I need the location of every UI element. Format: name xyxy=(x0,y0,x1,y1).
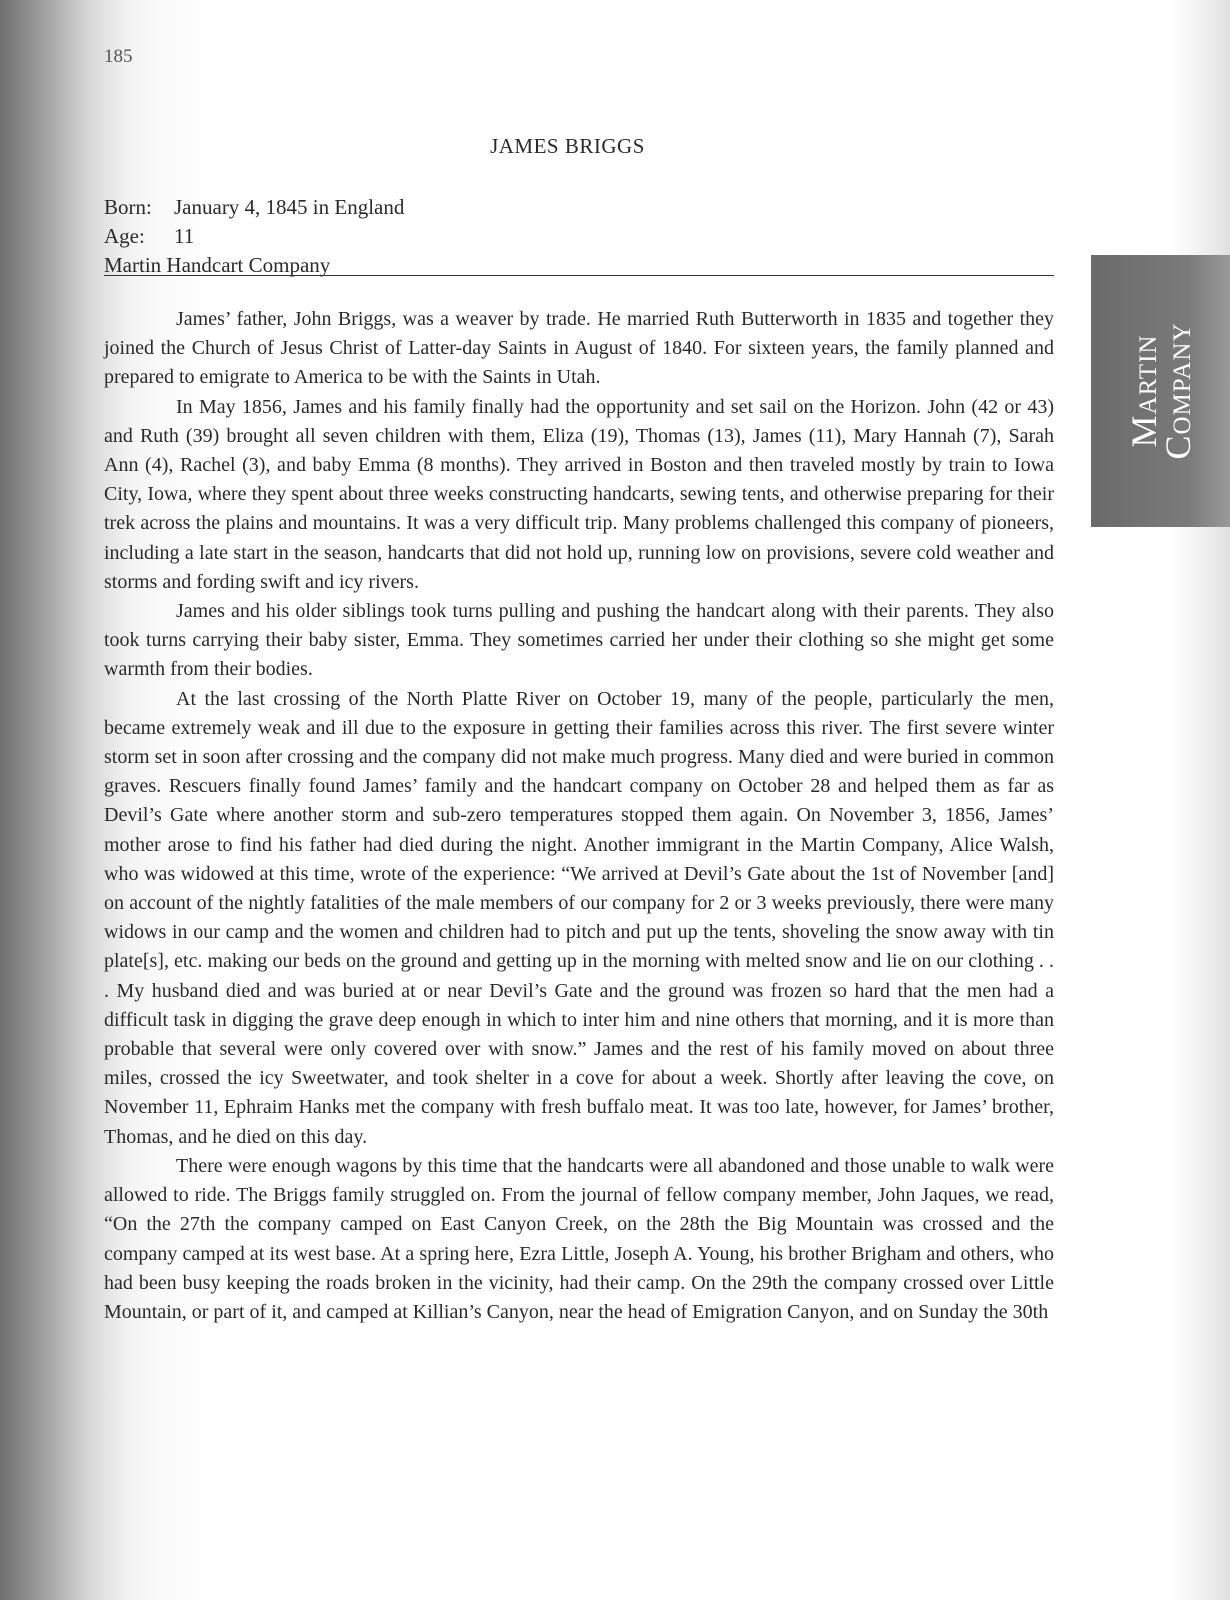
born-value: January 4, 1845 in England xyxy=(174,195,405,219)
paragraph: There were enough wagons by this time that the handcarts were all abandoned and those unable to walk were allowed to ride. The Briggs family struggled on. From the journal of fellow company member, John Jaques, we read, “On the 27th the company camped on East Canyon Creek, on the 28th the Big Mountain was crossed and the company camped at its west base. At a spring here, Ezra Little, Joseph A. Young, his brother Brigham and others, who had been busy keeping the roads broken in the vicinity, had their camp. On the 29th the company crossed over Little Mountain, or part of it, and camped at Killian’s Canyon, near the head of Emigration Canyon, and on Sunday the 30th xyxy=(104,1154,1054,1323)
biographical-info xyxy=(104,193,1054,280)
header-divider xyxy=(104,275,1054,276)
paragraph: James and his older siblings took turns pulling and pushing the handcart along with their parents. They also took turns carrying their baby sister, Emma. They sometimes carried her under their clothing so she might get some warmth from their bodies. xyxy=(104,600,1054,681)
company-name: Martin Handcart Company xyxy=(104,253,331,277)
section-tab-line2: Company xyxy=(1157,322,1198,460)
born-label: Born: xyxy=(104,195,152,219)
section-tab-label xyxy=(1123,322,1198,460)
section-tab xyxy=(1091,255,1230,527)
born-row xyxy=(104,193,1054,222)
paragraph: At the last crossing of the North Platte River on October 19, many of the people, particularly the men, became extremely weak and ill due to the exposure in getting their families across this river. The first severe winter storm set in soon after crossing and the company did not make much progress. Many died and were buried in common graves. Rescuers finally found James’ family and the handcart company on October 28 and helped them as far as Devil’s Gate where another storm and sub-zero temperatures stopped them again. On November 3, 1856, James’ mother arose to find his father had died during the night. Another immigrant in the Martin Company, Alice Walsh, who was widowed at this time, wrote of the experience: “We arrived at Devil’s Gate about the 1st of November [and] on account of the nightly fatalities of the male members of our company for 2 or 3 weeks previously, there were many widows in our camp and the women and children had to pitch and put up the tents, shoveling the snow away with tin plate[s], etc. making our beds on the ground and getting up in the morning with melted snow and lie on our clothing . . . My husband died and was buried at or near Devil’s Gate and the ground was frozen so hard that the men had a difficult task in digging the grave deep enough in which to inter him and nine others that morning, and it is more than probable that several were only covered over with snow.” James and the rest of his family moved on about three miles, crossed the icy Sweetwater, and took shelter in a cove for about a week. Shortly after leaving the cove, on November 11, Ephraim Hanks met the company with fresh buffalo meat. It was too late, however, for James’ brother, Thomas, and he died on this day. xyxy=(104,687,1054,1148)
paragraph: James’ father, John Briggs, was a weaver by trade. He married Ruth Butterworth in 1835 and together they joined the Church of Jesus Christ of Latter-day Saints in August of 1840. For sixteen years, the family planned and prepared to emigrate to America to be with the Saints in Utah. xyxy=(104,308,1054,389)
page-title: JAMES BRIGGS xyxy=(490,134,645,158)
page-number: 185 xyxy=(104,46,133,67)
body-text xyxy=(104,305,1054,1327)
age-value: 11 xyxy=(174,224,195,248)
age-row xyxy=(104,222,1054,251)
paragraph: In May 1856, James and his family finally had the opportunity and set sail on the Horizon. John (42 or 43) and Ruth (39) brought all seven children with them, Eliza (19), Thomas (13), James (11), Mary Hannah (7), Sarah Ann (4), Rachel (3), and baby Emma (8 months). They arrived in Boston and then traveled mostly by train to Iowa City, Iowa, where they spent about three weeks constructing handcarts, sewing tents, and otherwise preparing for their trek across the plains and mountains. It was a very difficult trip. Many problems challenged this company of pioneers, including a late start in the season, handcarts that did not hold up, running low on provisions, severe cold weather and storms and fording swift and icy rivers. xyxy=(104,395,1054,593)
age-label: Age: xyxy=(104,224,145,248)
section-tab-line1: Martin xyxy=(1123,334,1164,448)
